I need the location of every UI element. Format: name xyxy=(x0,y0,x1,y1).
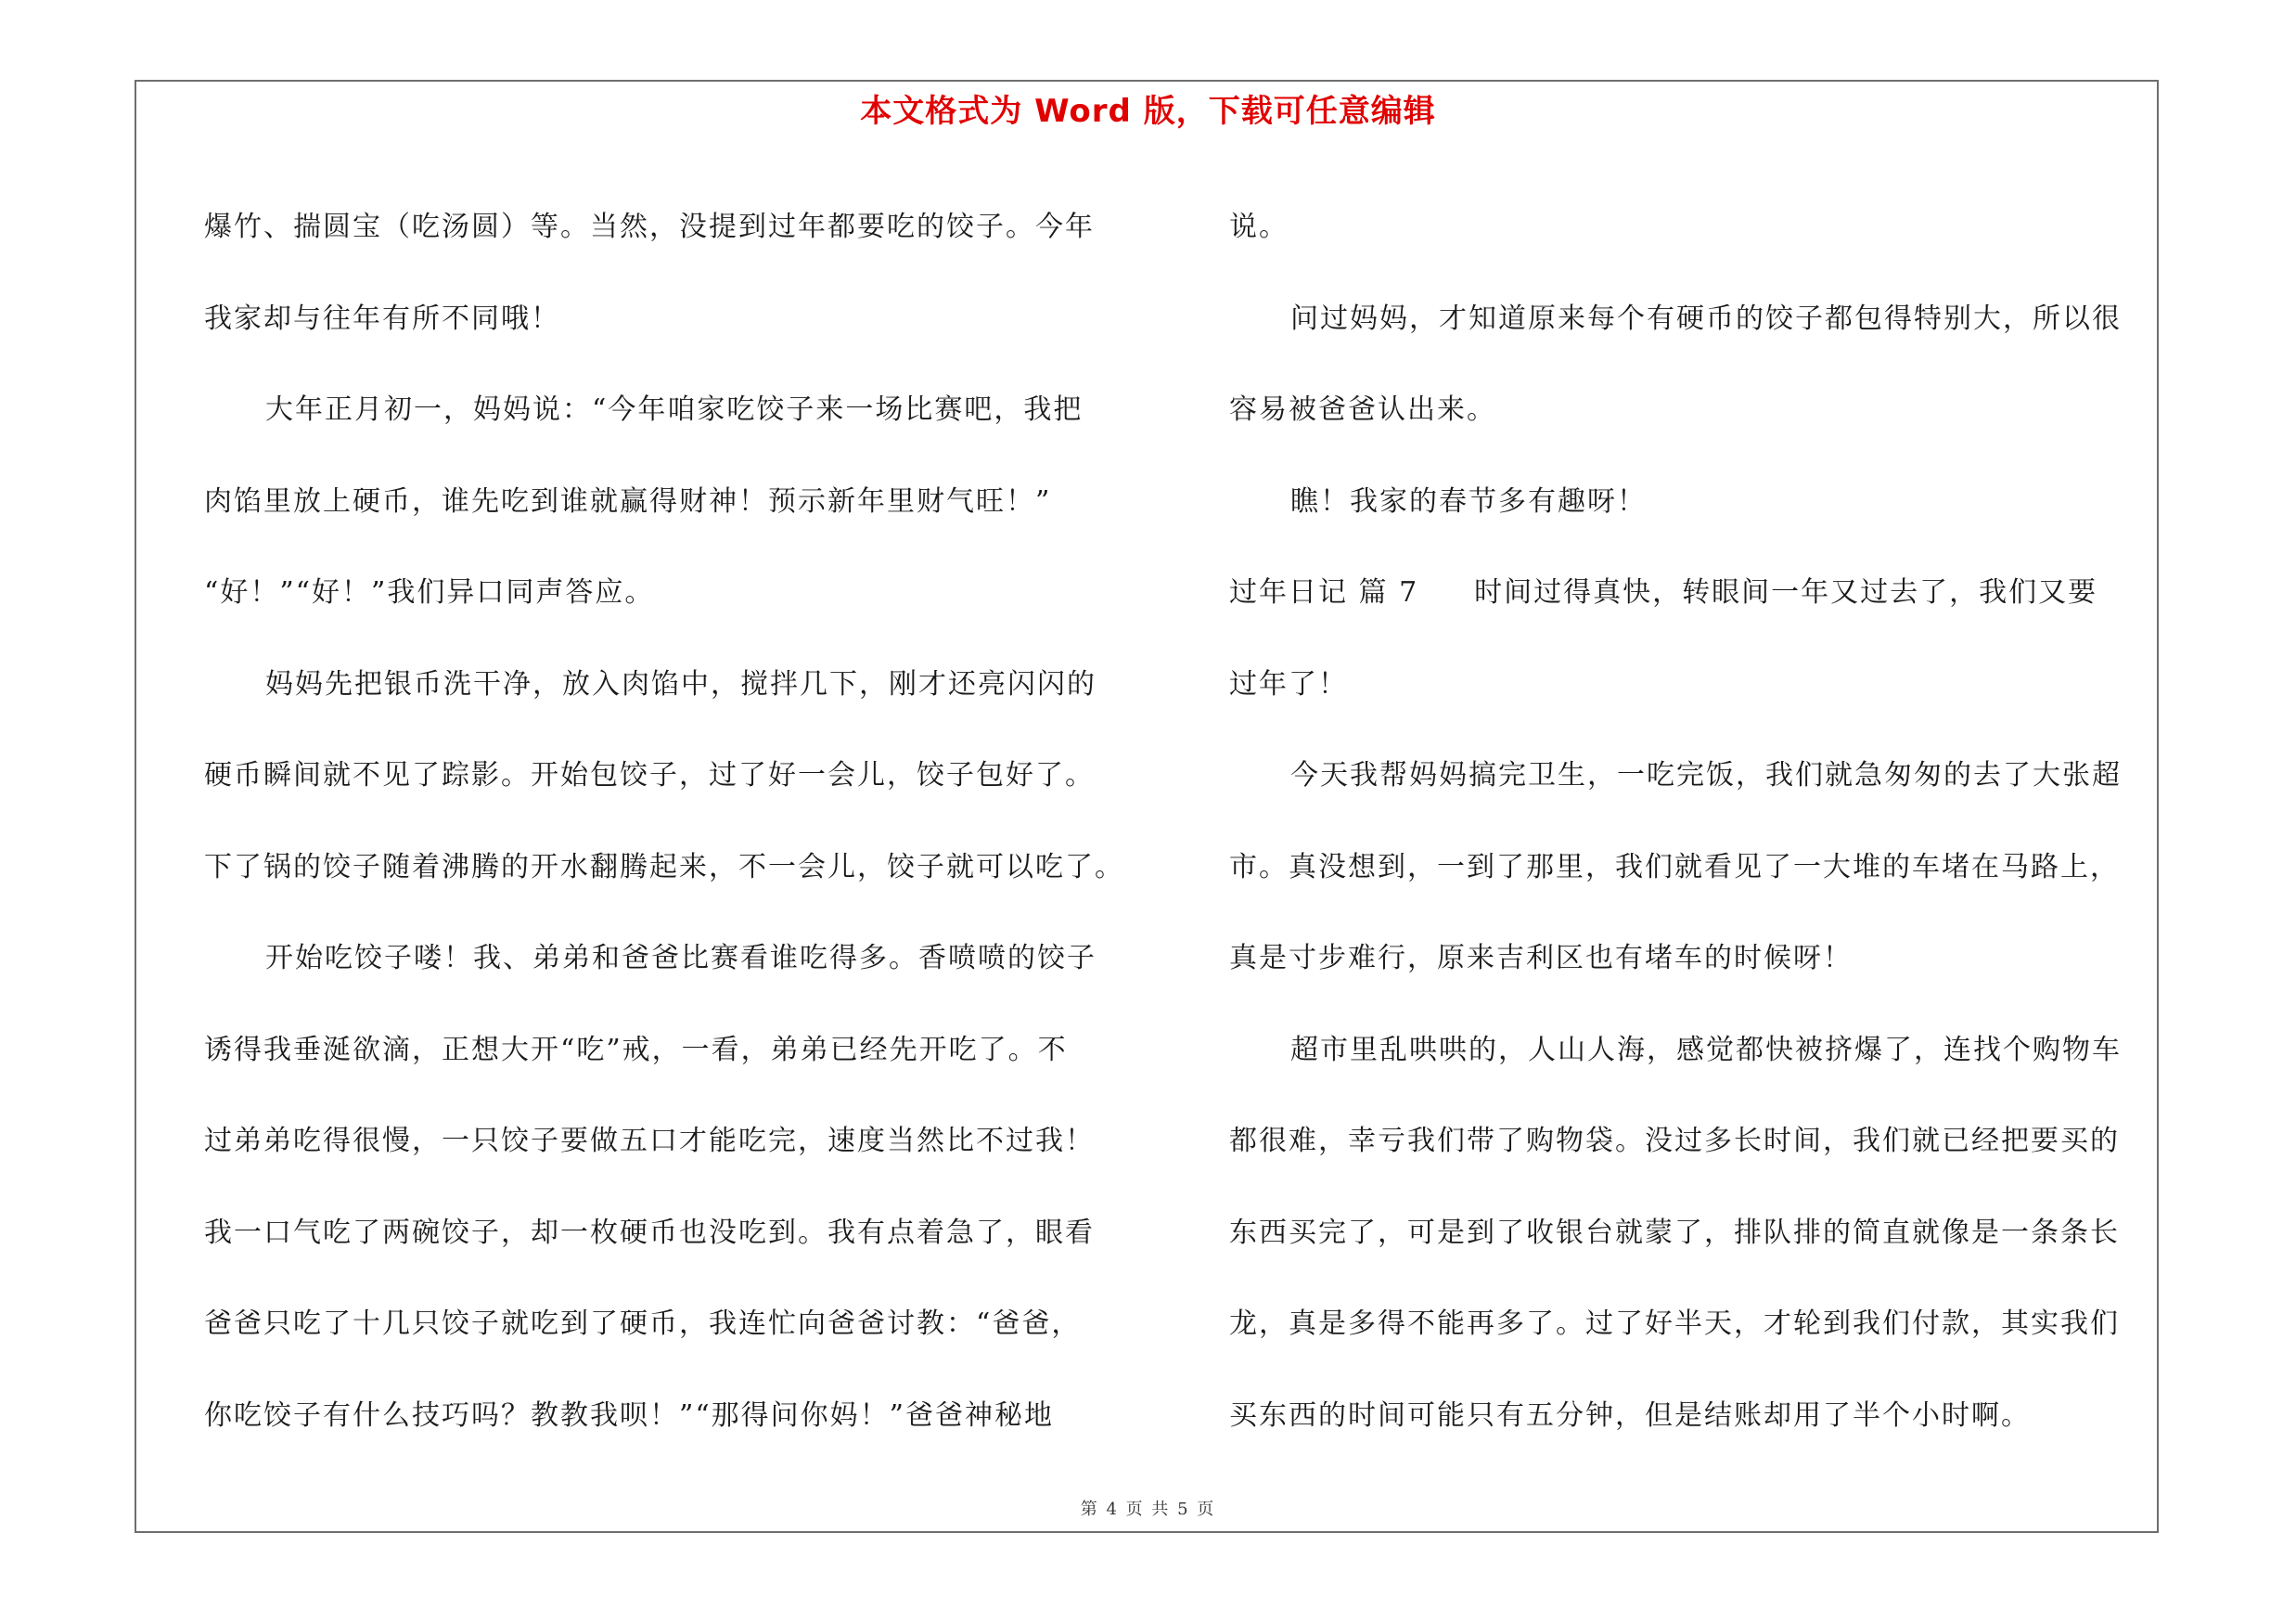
format-banner: 本文格式为 Word 版，下载可任意编辑 xyxy=(860,93,1436,130)
text-line: 今天我帮妈妈搞完卫生，一吃完饭，我们就急匆匆的去了大张超 xyxy=(1290,759,2122,792)
page-number-footer: 第 4 页 共 5 页 xyxy=(1080,1500,1216,1519)
section-heading-line xyxy=(1229,547,2164,639)
text-line: 诱得我垂涎欲滴，正想大开“吃”戒，一看，弟弟已经先开吃了。不 xyxy=(204,1033,1068,1066)
section-heading: 过年日记 篇 7 xyxy=(1229,576,1419,609)
text-line: 你吃饺子有什么技巧吗？教教我呗！”“那得问你妈！”爸爸神秘地 xyxy=(204,1398,1055,1432)
text-line: 超市里乱哄哄的，人山人海，感觉都快被挤爆了，连找个购物车 xyxy=(1290,1033,2122,1066)
text-line: 妈妈先把银币洗干净，放入肉馅中，搅拌几下，刚才还亮闪闪的 xyxy=(265,667,1097,701)
text-line: 爸爸只吃了十几只饺子就吃到了硬币，我连忙向爸爸讨教：“爸爸， xyxy=(204,1307,1082,1340)
text-line: 大年正月初一，妈妈说：“今年咱家吃饺子来一场比赛吧，我把 xyxy=(265,393,1084,426)
text-line: 买东西的时间可能只有五分钟，但是结账却用了半个小时啊。 xyxy=(1229,1398,2031,1432)
text-line: “好！”“好！”我们异口同声答应。 xyxy=(204,576,655,609)
text-line: 容易被爸爸认出来。 xyxy=(1229,393,1496,426)
text-line: 都很难，幸亏我们带了购物袋。没过多长时间，我们就已经把要买的 xyxy=(1229,1125,2120,1157)
text-line: 开始吃饺子喽！我、弟弟和爸爸比赛看谁吃得多。香喷喷的饺子 xyxy=(265,942,1097,974)
text-line: 龙，真是多得不能再多了。过了好半天，才轮到我们付款，其实我们 xyxy=(1229,1307,2120,1340)
text-line: 说。 xyxy=(1229,211,1289,243)
text-line: 爆竹、揣圆宝（吃汤圆）等。当然，没提到过年都要吃的饺子。今年 xyxy=(204,211,1095,243)
text-line: 真是寸步难行，原来吉利区也有堵车的时候呀！ xyxy=(1229,942,1853,974)
text-line: 过弟弟吃得很慢，一只饺子要做五口才能吃完，速度当然比不过我！ xyxy=(204,1125,1095,1157)
text-line: 硬币瞬间就不见了踪影。开始包饺子，过了好一会儿，饺子包好了。 xyxy=(204,759,1095,792)
text-line: 问过妈妈，才知道原来每个有硬币的饺子都包得特别大，所以很 xyxy=(1290,302,2122,335)
left-column xyxy=(204,182,1164,1462)
right-column xyxy=(1229,182,2164,1462)
text-line: 东西买完了，可是到了收银台就蒙了，排队排的简直就像是一条条长 xyxy=(1229,1216,2120,1249)
text-line: 市。真没想到，一到了那里，我们就看见了一大堆的车堵在马路上， xyxy=(1229,850,2120,883)
text-line: 过年了！ xyxy=(1229,667,1348,701)
text-line: 瞧！我家的春节多有趣呀！ xyxy=(1290,484,1647,518)
text-line: 我一口气吃了两碗饺子，却一枚硬币也没吃到。我有点着急了，眼看 xyxy=(204,1216,1095,1249)
section-heading-text: 时间过得真快，转眼间一年又过去了，我们又要 xyxy=(1474,576,2098,609)
text-line: 下了锅的饺子随着沸腾的开水翻腾起来，不一会儿，饺子就可以吃了。 xyxy=(204,850,1124,883)
text-line: 肉馅里放上硬币，谁先吃到谁就赢得财神！预示新年里财气旺！” xyxy=(204,484,1052,518)
text-line: 我家却与往年有所不同哦！ xyxy=(204,302,560,335)
